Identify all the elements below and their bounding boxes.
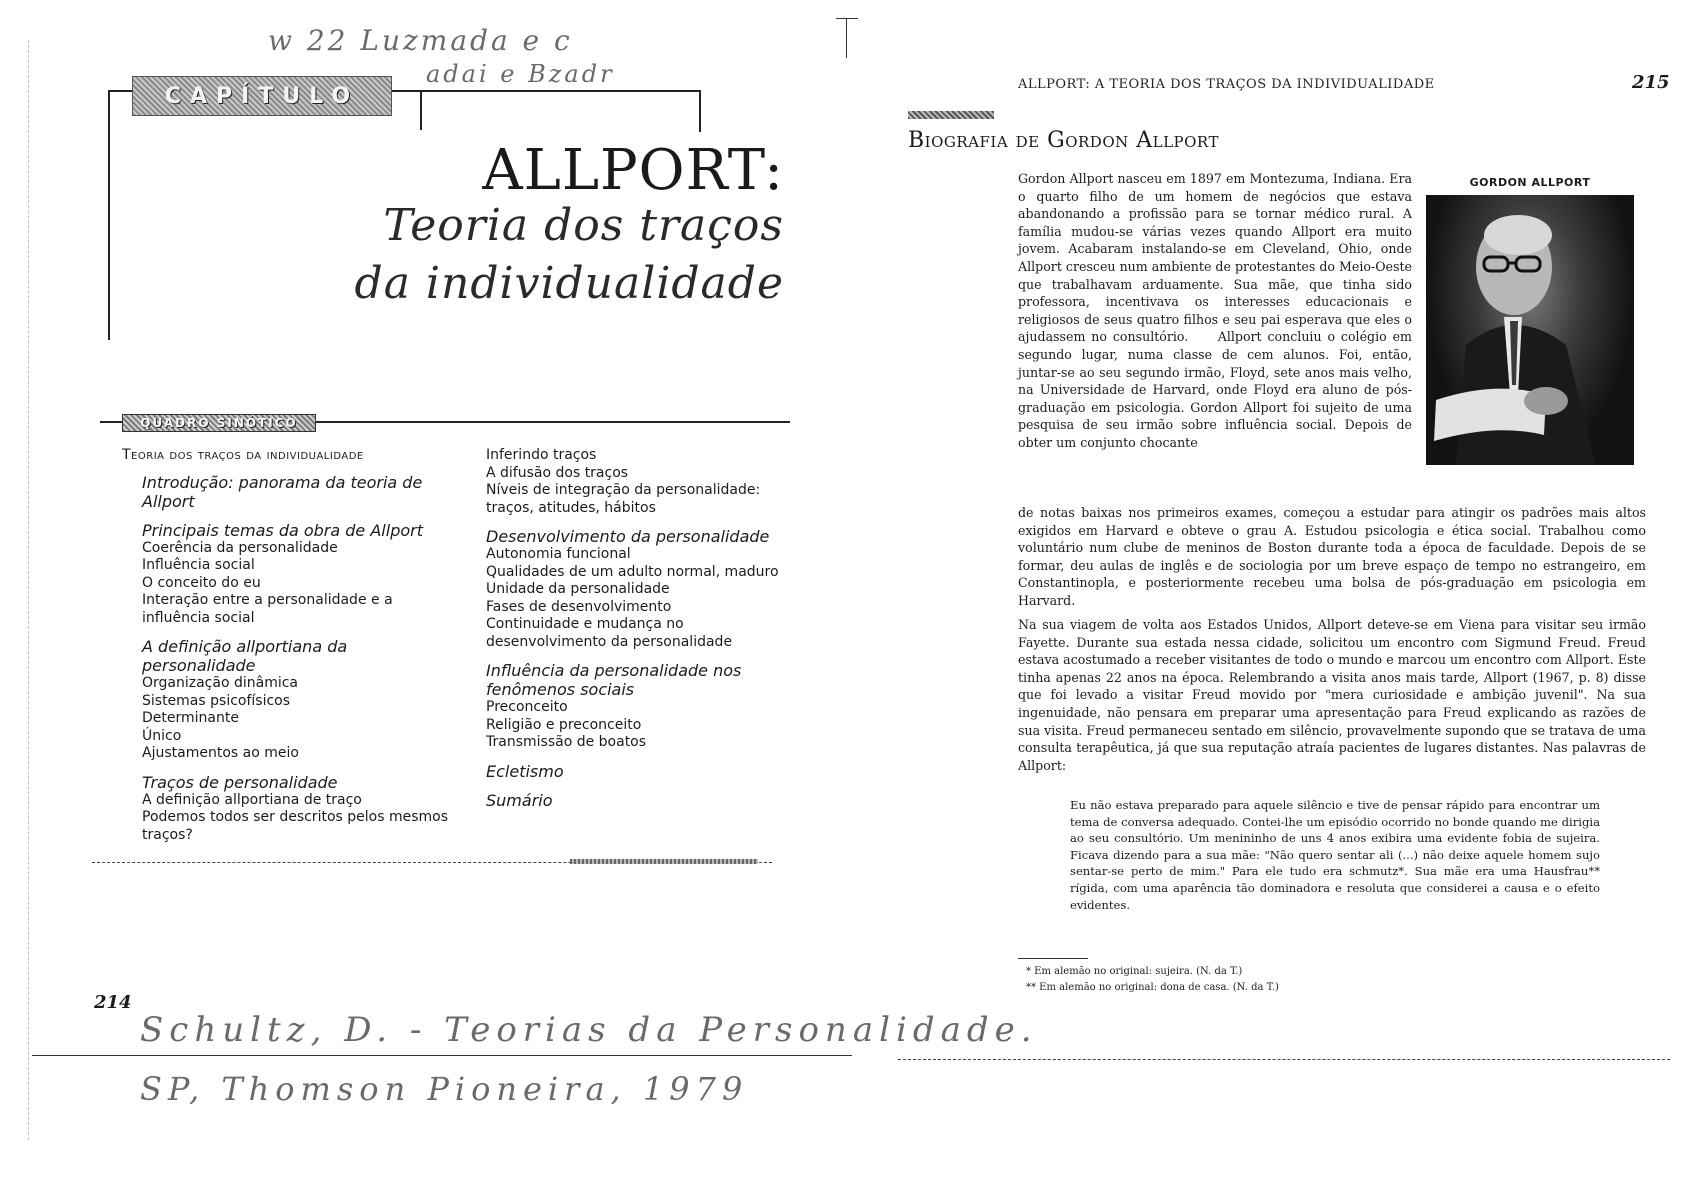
outline-group: [486, 762, 806, 781]
bio-paragraph-2: de notas baixas nos primeiros exames, começou a estudar para atingir os padrões mais altos exigidos em Harvard e obteve o grau A. Estudou psicologia e ética social. Trabalhou como voluntário num clube de meninos de Boston durante toda a época de faculdade. Depois de se formar, deu aulas de inglês e de sociologia por um breve espaço de tempo no estrangeiro, em Constantinopla, e posteriormente recebeu uma bolsa de pós-graduação em psicologia em Harvard.: [1018, 505, 1646, 608]
outline-item: Único: [142, 727, 182, 744]
running-head: ALLPORT: A TEORIA DOS TRAÇOS DA INDIVIDUALIDADE: [1018, 77, 1435, 92]
portrait-illustration: [1426, 195, 1634, 465]
outline-item: Podemos todos ser descritos pelos mesmos traços?: [142, 809, 448, 843]
outline-item: Organização dinâmica: [142, 675, 299, 691]
chapter-frame-left: [108, 90, 110, 340]
outline-item: Fases de desenvolvimento: [486, 598, 672, 615]
handwritten-citation-2: SP, Thomson Pioneira, 1979: [140, 1070, 749, 1108]
outline-item: Transmissão de boatos: [486, 734, 647, 750]
outline-group-title: Sumário: [486, 790, 553, 810]
outline-item: Continuidade e mudança no desenvolvimento da personalidade: [486, 616, 733, 650]
outline-column-2: [486, 447, 806, 820]
outline-group-title: Traços de personalidade: [142, 772, 338, 792]
outline-item: Influência social: [142, 557, 255, 573]
outline-group: [486, 661, 806, 752]
outline-group: [486, 527, 806, 651]
page-number-left: 214: [94, 992, 132, 1013]
footnote-rule: [1018, 958, 1088, 959]
portrait-photo: [1426, 195, 1634, 465]
chapter-tab-label: CAPÍTULO: [164, 83, 360, 109]
handwritten-note-top-2: adai e Bzadr: [426, 60, 615, 88]
outline-item: Níveis de integração da personalidade: traços, atitudes, hábitos: [486, 482, 761, 516]
handwritten-note-top-1: w 22 Luzmada e c: [268, 24, 573, 57]
handwritten-citation-1: Schultz, D. - Teorias da Personalidade.: [140, 1010, 1038, 1050]
synopsis-tab-label: QUADRO SINÓTICO: [140, 416, 298, 430]
outline-group: [486, 447, 806, 517]
binding-mark: [28, 40, 29, 1140]
chapter-frame-mid: [420, 92, 422, 130]
binding-mark-t-stem: [846, 18, 847, 58]
binding-mark-t: [836, 18, 858, 19]
section-title: Biografia de Gordon Allport: [908, 128, 1219, 153]
outline-group: [122, 521, 452, 628]
chapter-subtitle-line1: Teoria dos traços: [383, 200, 784, 251]
bio-paragraph-3: Na sua viagem de volta aos Estados Unidos, Allport deteve-se em Viena para visitar seu irmão Fayette. Durante sua estada nessa cidade, solicitou um encontro com Sigmund Freud. Freud estava acostumado a receber visitantes de todo o mundo e marcou um encontro com Allport. Este tinha apenas 22 anos na época. Relembrando a visita anos mais tarde, Allport (1967, p. 8) disse que foi levado a visitar Freud movido por "mera curiosidade e ambição juvenil". Na sua ingenuidade, não pensara em preparar uma apresentação para Freud explicando as razões de sua visita. Freud permaneceu sentado em silêncio, provavelmente supondo que se tratava de uma consulta terapêutica, já que sua reputação atraía pacientes de lugares distantes. Nas palavras de Allport:: [1018, 617, 1646, 773]
outline-group-title: Influência da personalidade nos fenômenos sociais: [486, 661, 742, 699]
synopsis-tab: [122, 414, 316, 432]
chapter-tab: [132, 76, 392, 116]
outline-item: Qualidades de um adulto normal, maduro: [486, 563, 779, 580]
outline-group-title: Principais temas da obra de Allport: [142, 520, 423, 540]
photo-caption: GORDON ALLPORT: [1469, 176, 1591, 189]
synopsis-bottom-tab: [570, 859, 758, 864]
outline-group: [486, 791, 806, 810]
outline-group-title: A definição allportiana da personalidade: [142, 637, 348, 675]
section-tab: [908, 111, 994, 119]
outline-group: [122, 773, 452, 845]
chapter-subtitle-line2: da individualidade: [354, 258, 784, 309]
outline-item: Determinante: [142, 710, 239, 726]
outline-group-title: Ecletismo: [486, 761, 564, 781]
bottom-rule-right: [898, 1059, 1670, 1060]
outline-heading: Teoria dos traços da individualidade: [122, 447, 364, 463]
chapter-title: ALLPORT:: [482, 138, 784, 203]
outline-group: [122, 473, 452, 511]
right-page: [860, 0, 1704, 1190]
outline-item: Preconceito: [486, 699, 568, 715]
outline-item: Inferindo traços: [486, 447, 597, 463]
block-quote: Eu não estava preparado para aquele silêncio e tive de pensar rápido para encontrar um tema de conversa adequado. Contei-lhe um episódio ocorrido no bonde quando me dirigia ao seu consultório. Um menininho de uns 4 anos exibira uma evidente fobia de sujeira. Ficava dizendo para a sua mãe: "Não quero sentar ali (...) não deixe aquele homem sujo sentar-se perto de mim." Para ele tudo era schmutz*. Sua mãe era uma Hausfrau** rígida, com uma aparência tão dominadora e resoluta que considerei a causa e o efeito evidentes.: [1070, 798, 1600, 912]
chapter-frame-right: [699, 90, 701, 132]
bio-paragraph-1: Gordon Allport nasceu em 1897 em Montezuma, Indiana. Era o quarto filho de um homem de negócios que estava abandonando a profissão para se tornar médico rural. A família mudou-se várias vezes quando Allport era muito jovem. Acabaram instalando-se em Cleveland, Ohio, onde Allport cresceu num ambiente de protestantes do Meio-Oeste que trabalhavam arduamente. Sua mãe, que tinha sido professora, incentivava os interesses educacionais e religiosos de seus quatro filhos e seu pai esperava que eles o ajudassem no consultório. Allport concluiu o colégio em segundo lugar, numa classe de cem alunos. Foi, então, juntar-se ao seu segundo irmão, Floyd, sete anos mais velho, na Universidade de Harvard, onde Floyd era aluno de pós-graduação em psicologia. Gordon Allport foi sujeito de uma pesquisa de seu irmão sobre influência social. Depois de obter um conjunto chocante: [1018, 171, 1412, 450]
outline-item: Coerência da personalidade: [142, 539, 338, 556]
outline-column-1: [122, 447, 452, 854]
outline-item: Sistemas psicofísicos: [142, 692, 291, 709]
outline-group-title: Introdução: panorama da teoria de Allport: [142, 472, 423, 511]
outline-item: Unidade da personalidade: [486, 581, 670, 597]
page-number-right: 215: [1632, 72, 1670, 93]
outline-group-title: Desenvolvimento da personalidade: [486, 527, 770, 546]
footnote-1: * Em alemão no original: sujeira. (N. da T.): [1026, 966, 1243, 977]
outline-item: O conceito do eu: [142, 574, 261, 591]
outline-item: Interação entre a personalidade e a influência social: [142, 592, 393, 626]
bottom-rule-left: [32, 1055, 852, 1056]
outline-item: Ajustamentos ao meio: [142, 745, 299, 761]
outline-item: A difusão dos traços: [486, 464, 629, 481]
footnote-2: ** Em alemão no original: dona de casa. (N. da T.): [1026, 982, 1279, 993]
outline-item: Autonomia funcional: [486, 546, 631, 562]
outline-item: Religião e preconceito: [486, 716, 642, 733]
outline-item: A definição allportiana de traço: [142, 791, 362, 808]
outline-group: [122, 637, 452, 763]
